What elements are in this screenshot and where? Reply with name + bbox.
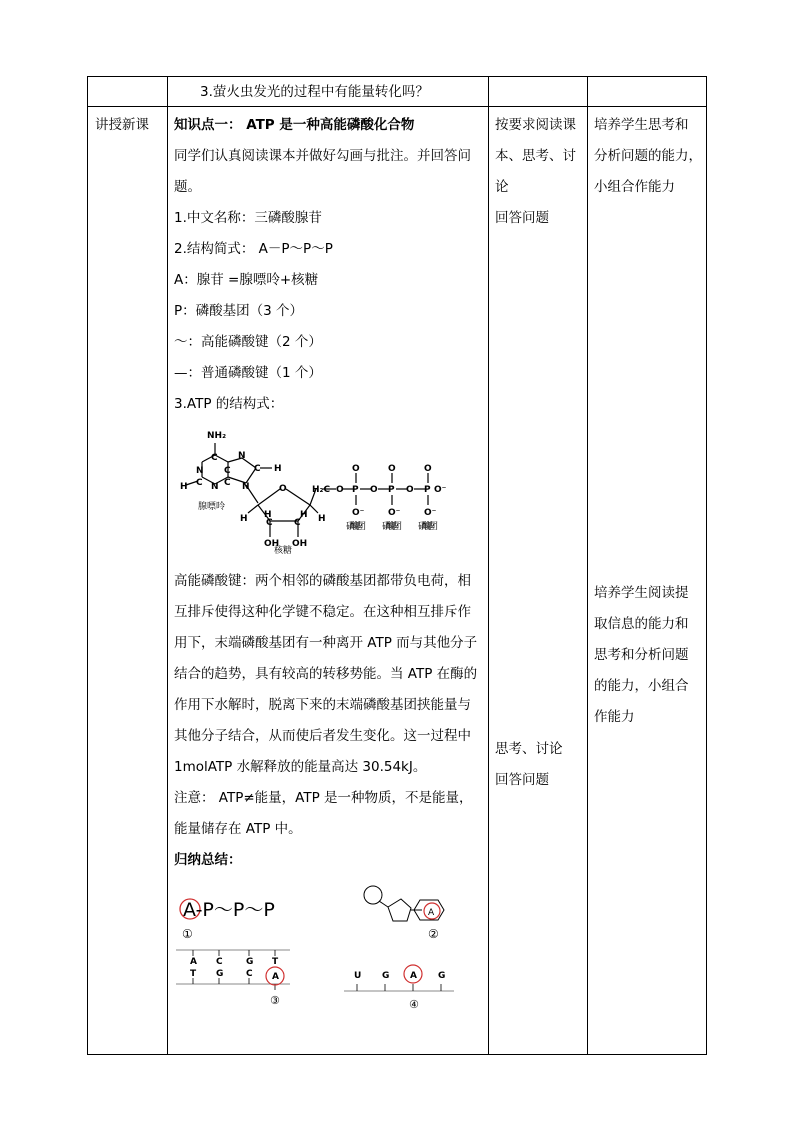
rna-2: G [382, 971, 390, 981]
student-activity-1a: 按要求阅读课 [495, 117, 576, 133]
marker-2: ② [428, 927, 439, 941]
dna-bottom-2: G [216, 969, 224, 979]
rna-4: G [438, 971, 446, 981]
svg-text:O: O [352, 464, 360, 474]
para-line-3: 用下，末端磷酸基团有一种离开 ATP 而与其他分子 [174, 635, 478, 651]
dna-top-2: C [216, 957, 223, 967]
oh-label-2: OH [292, 539, 308, 549]
design-intent-2c: 思考和分析问题 [594, 647, 689, 663]
svg-text:C: C [196, 478, 203, 488]
table-cell-r2c1 [87, 106, 168, 1055]
table-cell-r1c3 [488, 76, 588, 107]
atp-formula: A-P～P～P [183, 899, 275, 921]
svg-text:H: H [300, 510, 308, 520]
marker-3: ③ [270, 994, 280, 1007]
section-label: 讲授新课 [95, 117, 149, 133]
item-structure: 3.ATP 的结构式： [174, 396, 284, 412]
para-line-1: 高能磷酸键：两个相邻的磷酸基团都带负电荷，相 [174, 573, 471, 589]
svg-text:H: H [180, 482, 188, 492]
design-intent-1a: 培养学生思考和 [594, 117, 689, 133]
student-activity-1b: 本、思考、讨 [495, 148, 576, 164]
adenine-label: 腺嘌呤 [198, 502, 226, 512]
intro-line-1: 同学们认真阅读课本并做好勾画与批注。并回答问 [174, 148, 471, 164]
table-cell-r1c1 [87, 76, 168, 107]
rna-3: A [410, 971, 417, 981]
para-line-7: 1molATP 水解释放的能量高达 30.54kJ。 [174, 759, 427, 775]
svg-text:C: C [224, 466, 231, 476]
note-line-1: 注意： ATP≠能量，ATP 是一种物质，不是能量， [174, 790, 473, 806]
marker-1: ① [182, 927, 193, 941]
intro-line-2: 题。 [174, 179, 201, 195]
summary-figure [172, 880, 472, 1020]
svg-text:O⁻: O⁻ [424, 508, 437, 518]
ribose-label: 核糖 [274, 546, 293, 556]
row1-question: 3.萤火虫发光的过程中有能量转化吗？ [200, 84, 429, 100]
nh2-label: NH₂ [207, 431, 227, 441]
item-normalbond: —：普通磷酸键（1 个） [174, 365, 322, 381]
dna-top-4: T [272, 957, 279, 967]
item-a: A：腺苷 =腺嘌呤+核糖 [174, 272, 319, 288]
student-activity-1d: 回答问题 [495, 210, 549, 226]
design-intent-1b: 分析问题的能力， [594, 148, 702, 164]
dna-bottom-4: A [272, 972, 279, 982]
item-name: 1.中文名称：三磷酸腺苷 [174, 210, 322, 226]
dna-top-3: G [246, 957, 254, 967]
svg-text:H: H [240, 514, 248, 524]
svg-text:O: O [279, 484, 287, 494]
svg-text:O: O [336, 485, 344, 495]
dna-top-1: A [190, 957, 197, 967]
design-intent-2e: 作能力 [594, 709, 635, 725]
marker-4: ④ [409, 998, 419, 1011]
para-line-2: 互排斥使得这种化学键不稳定。在这种相互排斥作 [174, 604, 471, 620]
rna-1: U [354, 971, 362, 981]
design-intent-2b: 取信息的能力和 [594, 616, 689, 632]
svg-text:N: N [242, 482, 250, 492]
para-line-4: 结合的趋势，具有较高的转移势能。当 ATP 在酶的 [174, 666, 478, 682]
svg-text:P: P [352, 485, 359, 495]
item-highbond: ～：高能磷酸键（2 个） [174, 334, 322, 350]
svg-text:O: O [424, 464, 432, 474]
table-cell-r1c4 [587, 76, 707, 107]
svg-text:H: H [318, 514, 326, 524]
note-line-2: 能量储存在 ATP 中。 [174, 821, 302, 837]
para-line-6: 其他分子结合，从而使后者发生变化。这一过程中 [174, 728, 471, 744]
phosphate-label-1: 磷酸基团 [346, 522, 366, 532]
svg-text:H₂C: H₂C [312, 485, 331, 495]
svg-text:C: C [254, 464, 261, 474]
knowledge-heading: 知识点一： ATP 是一种高能磷酸化合物 [174, 117, 415, 133]
svg-text:P: P [424, 485, 431, 495]
svg-text:C: C [224, 478, 231, 488]
svg-text:H: H [264, 510, 272, 520]
item-formula: 2.结构简式： A－P～P～P [174, 241, 333, 257]
svg-text:O: O [406, 485, 414, 495]
dna-bottom-1: T [190, 969, 197, 979]
svg-text:P: P [388, 485, 395, 495]
design-intent-2a: 培养学生阅读提 [594, 585, 689, 601]
svg-text:C: C [294, 518, 301, 528]
svg-text:N: N [238, 451, 246, 461]
nucleotide-base: A [428, 908, 435, 918]
svg-text:O: O [388, 464, 396, 474]
dna-bottom-3: C [246, 969, 253, 979]
design-intent-2d: 的能力，小组合 [594, 678, 689, 694]
para-line-5: 作用下水解时，脱离下来的末端磷酸基团挟能量与 [174, 697, 471, 713]
svg-text:O⁻: O⁻ [388, 508, 401, 518]
table-cell-r2c3 [488, 106, 588, 1055]
svg-text:N: N [211, 482, 219, 492]
svg-text:O: O [370, 485, 378, 495]
phosphate-label-2: 磷酸基团 [382, 522, 402, 532]
student-activity-2b: 回答问题 [495, 772, 549, 788]
atp-structure-diagram [178, 425, 448, 560]
summary-heading: 归纳总结： [174, 852, 242, 868]
design-intent-1c: 小组合作能力 [594, 179, 675, 195]
item-p: P：磷酸基团（3 个） [174, 303, 304, 319]
svg-text:N: N [196, 466, 204, 476]
svg-text:O⁻: O⁻ [352, 508, 365, 518]
svg-text:C: C [266, 518, 273, 528]
svg-text:C: C [211, 453, 218, 463]
phosphate-label-3: 磷酸基团 [418, 522, 438, 532]
student-activity-1c: 论 [495, 179, 509, 195]
svg-text:H: H [274, 464, 282, 474]
svg-text:O⁻: O⁻ [434, 485, 447, 495]
oh-label-1: OH [264, 539, 280, 549]
student-activity-2a: 思考、讨论 [495, 741, 563, 757]
